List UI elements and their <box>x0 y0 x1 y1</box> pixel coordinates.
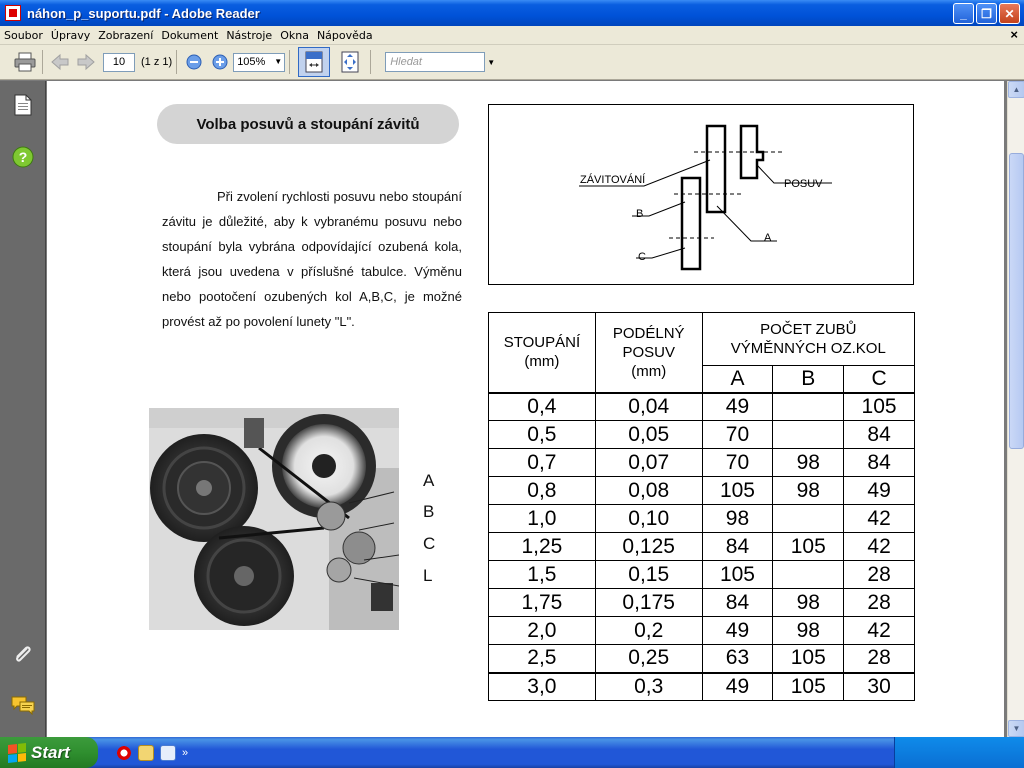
toolbar-separator <box>370 50 371 74</box>
menu-document[interactable]: Dokument <box>161 28 219 42</box>
menu-view[interactable]: Zobrazení <box>98 28 154 42</box>
chevron-down-icon: ▼ <box>274 56 283 66</box>
pdf-app-icon <box>5 5 21 21</box>
menu-file[interactable]: Soubor <box>4 28 43 42</box>
gear-c-shape <box>682 178 700 269</box>
quick-launch-more[interactable]: » <box>182 746 189 759</box>
prev-page-icon <box>50 53 70 71</box>
windows-logo-icon <box>8 743 26 763</box>
header-teeth: POČET ZUBŮ VÝMĚNNÝCH OZ.KOL <box>702 313 914 366</box>
pages-icon <box>14 94 32 116</box>
print-icon <box>14 52 36 72</box>
next-page-button[interactable] <box>73 49 99 75</box>
photo-label-l: L <box>423 566 433 585</box>
gearbox-illustration <box>149 408 399 630</box>
svg-text:?: ? <box>18 149 28 165</box>
gear-diagram-drawing <box>489 105 913 284</box>
taskbar <box>0 737 1024 768</box>
header-pitch: STOUPÁNÍ (mm) <box>489 313 596 393</box>
menu-bar <box>0 26 1024 45</box>
toolbar-separator <box>289 50 290 74</box>
comments-button[interactable] <box>11 693 35 717</box>
photo-label-c: C <box>423 534 436 553</box>
document-view[interactable] <box>47 81 1007 737</box>
fit-width-icon <box>304 51 324 73</box>
pages-button[interactable] <box>11 93 35 117</box>
quick-launch <box>116 745 188 761</box>
table-row: 1,75 0,175 84 98 28 <box>489 589 915 617</box>
fit-page-icon <box>340 51 360 73</box>
menu-help[interactable]: Nápověda <box>316 28 373 42</box>
paragraph-text: Při zvolení rychlosti posuvu nebo stoupání závitu je důležité, aby k vybranému posuvu nebo stoupání byla vybrána odpovídající ozubená kola, která jsou uvedena v příslušné tabulce. Výměnu nebo pootočení ozubených kol A,B,C, je možné provést až po povolení lunety "L". <box>162 189 462 329</box>
browser-icon[interactable] <box>160 745 176 761</box>
menu-tools[interactable]: Nástroje <box>226 28 273 42</box>
fit-page-button[interactable] <box>334 47 366 77</box>
next-page-icon <box>76 53 96 71</box>
photo-label-b: B <box>423 502 435 521</box>
section-heading: Volba posuvů a stoupání závitů <box>157 104 459 144</box>
gear-table <box>488 312 915 701</box>
zoom-value: 105% <box>237 56 266 68</box>
folder-icon[interactable] <box>138 745 154 761</box>
zoom-out-button[interactable] <box>181 49 207 75</box>
table-row: 0,8 0,08 105 98 49 <box>489 477 915 505</box>
header-gear-a: A <box>702 366 773 393</box>
document-close-button[interactable]: × <box>1010 27 1018 42</box>
zoom-out-icon <box>186 54 202 70</box>
maximize-button[interactable]: ❐ <box>976 3 997 24</box>
table-row: 2,0 0,2 49 98 42 <box>489 617 915 645</box>
title-bar[interactable] <box>0 0 1024 26</box>
print-button[interactable] <box>12 49 38 75</box>
label-a: A <box>764 232 772 244</box>
page-number-input[interactable]: 10 <box>103 53 135 72</box>
header-gear-c: C <box>844 366 915 393</box>
table-row: 2,5 0,25 63 105 28 <box>489 645 915 673</box>
close-button[interactable]: ✕ <box>999 3 1020 24</box>
page-count: (1 z 1) <box>141 56 173 68</box>
pdf-page <box>47 81 1004 737</box>
gear-diagram <box>488 104 914 285</box>
menu-window[interactable]: Okna <box>280 28 309 42</box>
photo-label-a: A <box>423 471 435 490</box>
gear-a-shape <box>707 126 725 212</box>
table-row: 0,5 0,05 70 84 <box>489 421 915 449</box>
label-c: C <box>638 251 646 263</box>
help-button[interactable] <box>11 145 35 169</box>
machine-photo <box>149 408 399 630</box>
label-threading: ZÁVITOVÁNÍ <box>580 174 646 186</box>
table-row: 0,4 0,04 49 105 <box>489 393 915 421</box>
table-row: 0,7 0,07 70 98 84 <box>489 449 915 477</box>
menu-edit[interactable]: Úpravy <box>50 28 91 42</box>
scroll-down-button[interactable] <box>1008 720 1024 737</box>
system-tray <box>894 737 1024 768</box>
chevron-down-icon: ▼ <box>1012 724 1021 733</box>
header-feed: PODÉLNÝ POSUV (mm) <box>595 313 702 393</box>
label-b: B <box>636 208 644 220</box>
table-row: 3,0 0,3 49 105 30 <box>489 673 915 701</box>
previous-page-button[interactable] <box>47 49 73 75</box>
opera-icon[interactable] <box>116 745 132 761</box>
fit-width-button[interactable] <box>298 47 330 77</box>
attachments-button[interactable] <box>11 643 35 667</box>
start-button[interactable] <box>0 737 98 768</box>
toolbar-separator <box>42 50 43 74</box>
minimize-button[interactable]: _ <box>953 3 974 24</box>
toolbar-separator <box>176 50 177 74</box>
comments-icon <box>11 695 35 715</box>
instruction-paragraph <box>162 184 462 334</box>
chevron-up-icon: ▲ <box>1012 85 1021 94</box>
gear-table-body <box>489 393 915 701</box>
help-icon <box>12 146 34 168</box>
search-input[interactable]: Hledat <box>385 52 485 72</box>
search-options-icon[interactable]: ▼ <box>487 57 496 67</box>
header-gear-b: B <box>773 366 844 393</box>
toolbar <box>0 45 1024 80</box>
table-row: 1,25 0,125 84 105 42 <box>489 533 915 561</box>
zoom-in-icon <box>212 54 228 70</box>
table-row: 1,5 0,15 105 28 <box>489 561 915 589</box>
attachments-icon <box>13 644 33 666</box>
window-controls <box>953 3 1020 24</box>
zoom-in-button[interactable] <box>207 49 233 75</box>
label-feed: POSUV <box>784 178 823 190</box>
scroll-thumb[interactable] <box>1009 153 1024 449</box>
window-title: náhon_p_suportu.pdf - Adobe Reader <box>27 5 260 21</box>
zoom-select[interactable] <box>233 53 285 72</box>
navigation-panel <box>0 81 46 737</box>
scroll-up-button[interactable] <box>1008 81 1024 98</box>
vertical-scrollbar[interactable] <box>1007 81 1024 737</box>
start-label: Start <box>31 742 70 762</box>
table-row: 1,0 0,10 98 42 <box>489 505 915 533</box>
